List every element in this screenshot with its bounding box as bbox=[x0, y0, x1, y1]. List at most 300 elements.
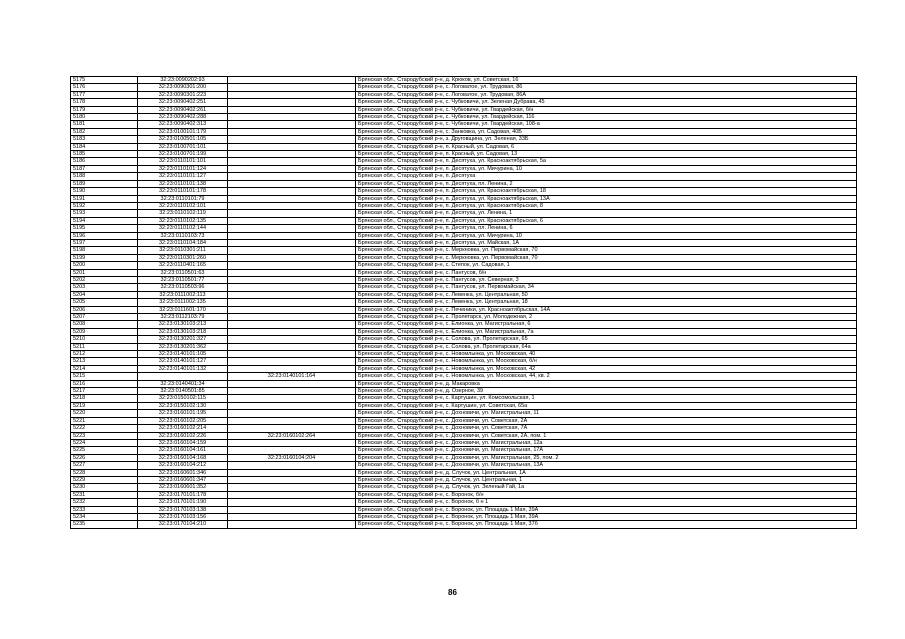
address-cell: Брянская обл., Стародубский р-н, с. Воронок, б/н bbox=[356, 491, 857, 498]
related-cadastral-number-cell bbox=[228, 336, 356, 343]
related-cadastral-number-cell bbox=[228, 291, 356, 298]
related-cadastral-number-cell bbox=[228, 306, 356, 313]
related-cadastral-number-cell bbox=[228, 491, 356, 498]
related-cadastral-number-cell bbox=[228, 106, 356, 113]
related-cadastral-number-cell bbox=[228, 99, 356, 106]
address-cell: Брянская обл., Стародубский р-н, с. Новомлынка, ул. Московская, 40 bbox=[356, 351, 857, 358]
cadastral-number-cell: 32:23:0110101:178 bbox=[138, 188, 228, 195]
cadastral-number-cell: 32:23:0160601:352 bbox=[138, 484, 228, 491]
row-number-cell: 5224 bbox=[71, 439, 138, 446]
cadastral-number-cell: 32:23:0110102:101 bbox=[138, 202, 228, 209]
cadastral-number-cell: 32:23:0110301:211 bbox=[138, 247, 228, 254]
table-row bbox=[71, 365, 857, 372]
address-cell: Брянская обл., Стародубский р-н, с. Пантусов, б/н bbox=[356, 269, 857, 276]
row-number-cell: 5208 bbox=[71, 321, 138, 328]
cadastral-number-cell: 32:23:0111002:113 bbox=[138, 291, 228, 298]
cadastral-number-cell: 32:23:0090402:288 bbox=[138, 114, 228, 121]
related-cadastral-number-cell bbox=[228, 484, 356, 491]
cadastral-number-cell: 32:23:0090301:223 bbox=[138, 91, 228, 98]
row-number-cell: 5182 bbox=[71, 128, 138, 135]
cadastral-number-cell: 32:23:0160104:159 bbox=[138, 439, 228, 446]
cadastral-number-cell: 32:23:0160102:214 bbox=[138, 425, 228, 432]
row-number-cell: 5234 bbox=[71, 513, 138, 520]
cadastral-number-cell: 32:23:0100701:199 bbox=[138, 151, 228, 158]
row-number-cell: 5202 bbox=[71, 276, 138, 283]
table-row bbox=[71, 328, 857, 335]
address-cell: Брянская обл., Стародубский р-н, с. Новомлынка, ул. Московская, 42 bbox=[356, 365, 857, 372]
table-row bbox=[71, 321, 857, 328]
row-number-cell: 5185 bbox=[71, 151, 138, 158]
address-cell: Брянская обл., Стародубский р-н, с. Елионка, ул. Магистральная, 7а bbox=[356, 328, 857, 335]
address-cell: Брянская обл., Стародубский р-н, п. Десятуха, ул. Красноактябрьская, 8 bbox=[356, 202, 857, 209]
row-number-cell: 5177 bbox=[71, 91, 138, 98]
related-cadastral-number-cell: 32:23:0160104:204 bbox=[228, 454, 356, 461]
related-cadastral-number-cell bbox=[228, 425, 356, 432]
cadastral-number-cell: 32:23:0110102:119 bbox=[138, 210, 228, 217]
cadastral-number-cell: 32:23:0110301:260 bbox=[138, 254, 228, 261]
address-cell: Брянская обл., Стародубский р-н, с. Новомлынка, ул. Московская, б/н bbox=[356, 358, 857, 365]
row-number-cell: 5232 bbox=[71, 499, 138, 506]
related-cadastral-number-cell bbox=[228, 232, 356, 239]
related-cadastral-number-cell bbox=[228, 358, 356, 365]
row-number-cell: 5221 bbox=[71, 417, 138, 424]
row-number-cell: 5206 bbox=[71, 306, 138, 313]
related-cadastral-number-cell bbox=[228, 388, 356, 395]
cadastral-number-cell: 32:23:0170103:156 bbox=[138, 513, 228, 520]
cadastral-number-cell: 32:23:0110104:184 bbox=[138, 239, 228, 246]
row-number-cell: 5196 bbox=[71, 232, 138, 239]
address-cell: Брянская обл., Стародубский р-н, с. Дохновичи, ул. Магистральная, 13А bbox=[356, 462, 857, 469]
row-number-cell: 5192 bbox=[71, 202, 138, 209]
address-cell: Брянская обл., Стародубский р-н, д. Случок, ул. Центральная, 1 bbox=[356, 476, 857, 483]
table-row bbox=[71, 388, 857, 395]
table-row bbox=[71, 121, 857, 128]
address-cell: Брянская обл., Стародубский р-н, с. Дохновичи, ул. Советская, 7А bbox=[356, 425, 857, 432]
cadastral-number-cell: 32:23:0100101:179 bbox=[138, 128, 228, 135]
row-number-cell: 5217 bbox=[71, 388, 138, 395]
address-cell: Брянская обл., Стародубский р-н, з. Друговщина, ул. Зеленая, 33Б bbox=[356, 136, 857, 143]
address-cell: Брянская обл., Стародубский р-н, д. Озерное, 39 bbox=[356, 388, 857, 395]
cadastral-number-cell: 32:23:0160601:346 bbox=[138, 469, 228, 476]
cadastral-number-cell: 32:23:0160102:205 bbox=[138, 417, 228, 424]
row-number-cell: 5211 bbox=[71, 343, 138, 350]
row-number-cell: 5230 bbox=[71, 484, 138, 491]
related-cadastral-number-cell bbox=[228, 180, 356, 187]
cadastral-number-cell: 32:23:0110101:101 bbox=[138, 158, 228, 165]
cadastral-number-cell: 32:23:0110501:77 bbox=[138, 276, 228, 283]
address-cell: Брянская обл., Стародубский р-н, с. Пролетарск, ул. Молодежная, 2 bbox=[356, 314, 857, 321]
table-row bbox=[71, 425, 857, 432]
table-row bbox=[71, 484, 857, 491]
related-cadastral-number-cell bbox=[228, 136, 356, 143]
table-row bbox=[71, 380, 857, 387]
related-cadastral-number-cell bbox=[228, 447, 356, 454]
row-number-cell: 5207 bbox=[71, 314, 138, 321]
cadastral-number-cell: 32:23:0170104:210 bbox=[138, 521, 228, 528]
row-number-cell: 5214 bbox=[71, 365, 138, 372]
address-cell: Брянская обл., Стародубский р-н, с. Степок, ул. Садовая, 1 bbox=[356, 262, 857, 269]
cadastral-number-cell: 32:23:0140501:85 bbox=[138, 388, 228, 395]
address-cell: Брянская обл., Стародубский р-н, с. Дохновичи, ул. Советская, 2А bbox=[356, 417, 857, 424]
table-row bbox=[71, 180, 857, 187]
registry-table-body bbox=[71, 77, 857, 529]
address-cell: Брянская обл., Стародубский р-н, с. Печеники, ул. Красноактябрьская, 14А bbox=[356, 306, 857, 313]
related-cadastral-number-cell bbox=[228, 202, 356, 209]
cadastral-number-cell: 32:23:0140101:105 bbox=[138, 351, 228, 358]
row-number-cell: 5204 bbox=[71, 291, 138, 298]
cadastral-number-cell: 32:23:0110503:96 bbox=[138, 284, 228, 291]
cadastral-number-cell: 32:23:0170101:190 bbox=[138, 499, 228, 506]
related-cadastral-number-cell bbox=[228, 128, 356, 135]
row-number-cell: 5220 bbox=[71, 410, 138, 417]
table-row bbox=[71, 432, 857, 439]
address-cell: Брянская обл., Стародубский р-н, с. Меркновка, ул. Первомайская, 70 bbox=[356, 254, 857, 261]
related-cadastral-number-cell bbox=[228, 417, 356, 424]
cadastral-number-cell: 32:23:0130103:213 bbox=[138, 321, 228, 328]
related-cadastral-number-cell bbox=[228, 239, 356, 246]
cadastral-number-cell: 32:23:0130103:218 bbox=[138, 328, 228, 335]
table-row bbox=[71, 506, 857, 513]
row-number-cell: 5199 bbox=[71, 254, 138, 261]
row-number-cell: 5201 bbox=[71, 269, 138, 276]
table-row bbox=[71, 358, 857, 365]
address-cell: Брянская обл., Стародубский р-н, с. Воронок, б н 1 bbox=[356, 499, 857, 506]
cadastral-number-cell: 32:23:0150102:130 bbox=[138, 402, 228, 409]
address-cell: Брянская обл., Стародубский р-н, д. Случок, ул. Зеленый Гай, 1а bbox=[356, 484, 857, 491]
address-cell: Брянская обл., Стародубский р-н, с. Солова, ул. Пролетарская, 65 bbox=[356, 336, 857, 343]
related-cadastral-number-cell bbox=[228, 77, 356, 84]
table-row bbox=[71, 269, 857, 276]
table-row bbox=[71, 254, 857, 261]
related-cadastral-number-cell bbox=[228, 262, 356, 269]
address-cell: Брянская обл., Стародубский р-н, с. Картушин, ул. Советская, 65а bbox=[356, 402, 857, 409]
related-cadastral-number-cell: 32:23:0140101:164 bbox=[228, 373, 356, 380]
cadastral-number-cell: 32:23:0090402:313 bbox=[138, 121, 228, 128]
row-number-cell: 5216 bbox=[71, 380, 138, 387]
cadastral-number-cell: 32:23:0100501:105 bbox=[138, 136, 228, 143]
row-number-cell: 5195 bbox=[71, 225, 138, 232]
address-cell: Брянская обл., Стародубский р-н, п. Десятуха, ул. Ленина, 1 bbox=[356, 210, 857, 217]
table-row bbox=[71, 373, 857, 380]
table-row bbox=[71, 454, 857, 461]
address-cell: Брянская обл., Стародубский р-н, с. Логоватое, ул. Трудовая, 86 bbox=[356, 84, 857, 91]
table-row bbox=[71, 84, 857, 91]
row-number-cell: 5179 bbox=[71, 106, 138, 113]
cadastral-number-cell: 32:23:0160101:195 bbox=[138, 410, 228, 417]
related-cadastral-number-cell bbox=[228, 321, 356, 328]
related-cadastral-number-cell bbox=[228, 402, 356, 409]
row-number-cell: 5178 bbox=[71, 99, 138, 106]
row-number-cell: 5223 bbox=[71, 432, 138, 439]
row-number-cell: 5205 bbox=[71, 299, 138, 306]
related-cadastral-number-cell bbox=[228, 284, 356, 291]
address-cell: Брянская обл., Стародубский р-н, с. Левенка, ул. Центральная, 18 bbox=[356, 299, 857, 306]
cadastral-number-cell: 32:23:0160102:226 bbox=[138, 432, 228, 439]
table-row bbox=[71, 247, 857, 254]
cadastral-number-cell: 32:23:0160104:168 bbox=[138, 454, 228, 461]
cadastral-number-cell: 32:23:0160601:347 bbox=[138, 476, 228, 483]
related-cadastral-number-cell bbox=[228, 462, 356, 469]
address-cell: Брянская обл., Стародубский р-н, с. Чубковичи, ул. Гвардейская, 108-а bbox=[356, 121, 857, 128]
row-number-cell: 5229 bbox=[71, 476, 138, 483]
table-row bbox=[71, 343, 857, 350]
row-number-cell: 5215 bbox=[71, 373, 138, 380]
table-row bbox=[71, 225, 857, 232]
table-row bbox=[71, 513, 857, 520]
table-row bbox=[71, 476, 857, 483]
row-number-cell: 5187 bbox=[71, 165, 138, 172]
address-cell: Брянская обл., Стародубский р-н, д. Макаровка bbox=[356, 380, 857, 387]
row-number-cell: 5198 bbox=[71, 247, 138, 254]
cadastral-number-cell: 32:23:0110401:165 bbox=[138, 262, 228, 269]
address-cell: Брянская обл., Стародубский р-н, п. Десятуха, ул. Красноактябрьская, 6 bbox=[356, 217, 857, 224]
row-number-cell: 5203 bbox=[71, 284, 138, 291]
cadastral-number-cell: 32:23:0130201:362 bbox=[138, 343, 228, 350]
row-number-cell: 5212 bbox=[71, 351, 138, 358]
cadastral-number-cell: 32:23:0170101:178 bbox=[138, 491, 228, 498]
address-cell: Брянская обл., Стародубский р-н, с. Воронок, ул. Площадь 1 Мая, 37б bbox=[356, 521, 857, 528]
related-cadastral-number-cell bbox=[228, 269, 356, 276]
table-row bbox=[71, 276, 857, 283]
row-number-cell: 5228 bbox=[71, 469, 138, 476]
related-cadastral-number-cell bbox=[228, 217, 356, 224]
table-row bbox=[71, 232, 857, 239]
related-cadastral-number-cell bbox=[228, 365, 356, 372]
table-row bbox=[71, 188, 857, 195]
related-cadastral-number-cell bbox=[228, 143, 356, 150]
related-cadastral-number-cell bbox=[228, 476, 356, 483]
row-number-cell: 5183 bbox=[71, 136, 138, 143]
related-cadastral-number-cell bbox=[228, 521, 356, 528]
address-cell: Брянская обл., Стародубский р-н, с. Воронок, ул. Площадь 1 Мая, 39А bbox=[356, 513, 857, 520]
cadastral-number-cell bbox=[138, 373, 228, 380]
address-cell: Брянская обл., Стародубский р-н, п. Красный, ул. Садовая, 6 bbox=[356, 143, 857, 150]
related-cadastral-number-cell: 32:23:0160102:264 bbox=[228, 432, 356, 439]
related-cadastral-number-cell bbox=[228, 410, 356, 417]
table-row bbox=[71, 128, 857, 135]
table-row bbox=[71, 77, 857, 84]
row-number-cell: 5181 bbox=[71, 121, 138, 128]
cadastral-number-cell: 32:23:0090301:200 bbox=[138, 84, 228, 91]
cadastral-number-cell: 32:23:0110102:135 bbox=[138, 217, 228, 224]
address-cell: Брянская обл., Стародубский р-н, с. Пантусов, ул. Северная, 3 bbox=[356, 276, 857, 283]
related-cadastral-number-cell bbox=[228, 173, 356, 180]
row-number-cell: 5190 bbox=[71, 188, 138, 195]
row-number-cell: 5193 bbox=[71, 210, 138, 217]
row-number-cell: 5180 bbox=[71, 114, 138, 121]
related-cadastral-number-cell bbox=[228, 247, 356, 254]
table-row bbox=[71, 114, 857, 121]
cadastral-number-cell: 32:23:0090202:93 bbox=[138, 77, 228, 84]
table-row bbox=[71, 99, 857, 106]
cadastral-number-cell: 32:23:0130201:327 bbox=[138, 336, 228, 343]
related-cadastral-number-cell bbox=[228, 254, 356, 261]
cadastral-number-cell: 32:23:0110101:124 bbox=[138, 165, 228, 172]
address-cell: Брянская обл., Стародубский р-н, п. Десятуха bbox=[356, 173, 857, 180]
row-number-cell: 5176 bbox=[71, 84, 138, 91]
row-number-cell: 5209 bbox=[71, 328, 138, 335]
row-number-cell: 5186 bbox=[71, 158, 138, 165]
cadastral-number-cell: 32:23:0170103:138 bbox=[138, 506, 228, 513]
registry-table bbox=[70, 76, 857, 529]
related-cadastral-number-cell bbox=[228, 165, 356, 172]
table-row bbox=[71, 217, 857, 224]
table-row bbox=[71, 158, 857, 165]
address-cell: Брянская обл., Стародубский р-н, д. Случок, ул. Центральная, 1А bbox=[356, 469, 857, 476]
address-cell: Брянская обл., Стародубский р-н, с. Воронок, ул. Площадь 1 Мая, 39А bbox=[356, 506, 857, 513]
address-cell: Брянская обл., Стародубский р-н, с. Чубковичи, ул. Зеленая Дубрава, 45 bbox=[356, 99, 857, 106]
related-cadastral-number-cell bbox=[228, 158, 356, 165]
address-cell: Брянская обл., Стародубский р-н, с. Дохновичи, ул. Магистральная, 25, пом. 2 bbox=[356, 454, 857, 461]
address-cell: Брянская обл., Стародубский р-н, с. Левенка, ул. Центральная, 50 bbox=[356, 291, 857, 298]
table-row bbox=[71, 106, 857, 113]
address-cell: Брянская обл., Стародубский р-н, с. Дохновичи, ул. Магистральная, 12а bbox=[356, 439, 857, 446]
table-row bbox=[71, 91, 857, 98]
related-cadastral-number-cell bbox=[228, 351, 356, 358]
cadastral-number-cell: 32:23:0112103:79 bbox=[138, 314, 228, 321]
address-cell: Брянская обл., Стародубский р-н, с. Чубковичи, ул. Гвардейская, 116 bbox=[356, 114, 857, 121]
cadastral-number-cell: 32:23:0160104:212 bbox=[138, 462, 228, 469]
address-cell: Брянская обл., Стародубский р-н, с. Дохновичи, ул. Магистральная, 11 bbox=[356, 410, 857, 417]
table-row bbox=[71, 306, 857, 313]
cadastral-number-cell: 32:23:0100701:101 bbox=[138, 143, 228, 150]
table-row bbox=[71, 469, 857, 476]
row-number-cell: 5200 bbox=[71, 262, 138, 269]
page-number: 86 bbox=[448, 588, 457, 597]
row-number-cell: 5227 bbox=[71, 462, 138, 469]
address-cell: Брянская обл., Стародубский р-н, п. Красный, ул. Садовая, 13 bbox=[356, 151, 857, 158]
row-number-cell: 5175 bbox=[71, 77, 138, 84]
table-row bbox=[71, 151, 857, 158]
table-row bbox=[71, 210, 857, 217]
table-row bbox=[71, 491, 857, 498]
table-row bbox=[71, 499, 857, 506]
address-cell: Брянская обл., Стародубский р-н, п. Десятуха, ул. Мичурина, 10 bbox=[356, 232, 857, 239]
table-row bbox=[71, 136, 857, 143]
table-row bbox=[71, 239, 857, 246]
address-cell: Брянская обл., Стародубский р-н, с. Солова, ул. Пролетарская, 64а bbox=[356, 343, 857, 350]
row-number-cell: 5189 bbox=[71, 180, 138, 187]
row-number-cell: 5197 bbox=[71, 239, 138, 246]
related-cadastral-number-cell bbox=[228, 151, 356, 158]
related-cadastral-number-cell bbox=[228, 506, 356, 513]
related-cadastral-number-cell bbox=[228, 210, 356, 217]
address-cell: Брянская обл., Стародубский р-н, с. Пантусов, ул. Первомайская, 34 bbox=[356, 284, 857, 291]
cadastral-number-cell: 32:23:0110101:138 bbox=[138, 180, 228, 187]
table-row bbox=[71, 410, 857, 417]
table-row bbox=[71, 165, 857, 172]
related-cadastral-number-cell bbox=[228, 188, 356, 195]
row-number-cell: 5213 bbox=[71, 358, 138, 365]
cadastral-number-cell: 32:23:0110101:79 bbox=[138, 195, 228, 202]
address-cell: Брянская обл., Стародубский р-н, п. Десятуха, ул. Майская, 1А bbox=[356, 239, 857, 246]
row-number-cell: 5210 bbox=[71, 336, 138, 343]
row-number-cell: 5233 bbox=[71, 506, 138, 513]
related-cadastral-number-cell bbox=[228, 328, 356, 335]
cadastral-number-cell: 32:23:0090402:261 bbox=[138, 106, 228, 113]
related-cadastral-number-cell bbox=[228, 513, 356, 520]
address-cell: Брянская обл., Стародубский р-н, с. Занковка, ул. Садовая, 40Б bbox=[356, 128, 857, 135]
cadastral-number-cell: 32:23:0160104:161 bbox=[138, 447, 228, 454]
address-cell: Брянская обл., Стародубский р-н, п. Десятуха, ул. Красноактябрьская, 13А bbox=[356, 195, 857, 202]
address-cell: Брянская обл., Стародубский р-н, с. Картушин, ул. Комсомольская, 1 bbox=[356, 395, 857, 402]
address-cell: Брянская обл., Стародубский р-н, п. Десятуха, ул. Красноактябрьская, 5а bbox=[356, 158, 857, 165]
address-cell: Брянская обл., Стародубский р-н, с. Чубковичи, ул. Гвардейская, б/н bbox=[356, 106, 857, 113]
cadastral-number-cell: 32:23:0110102:144 bbox=[138, 225, 228, 232]
address-cell: Брянская обл., Стародубский р-н, с. Логоватое, ул. Трудовая, 86А bbox=[356, 91, 857, 98]
row-number-cell: 5222 bbox=[71, 425, 138, 432]
row-number-cell: 5235 bbox=[71, 521, 138, 528]
address-cell: Брянская обл., Стародубский р-н, п. Десятуха, ул. Мичурина, 10 bbox=[356, 165, 857, 172]
table-row bbox=[71, 462, 857, 469]
cadastral-number-cell: 32:23:0110103:73 bbox=[138, 232, 228, 239]
table-row bbox=[71, 173, 857, 180]
row-number-cell: 5231 bbox=[71, 491, 138, 498]
related-cadastral-number-cell bbox=[228, 469, 356, 476]
address-cell: Брянская обл., Стародубский р-н, с. Новомлынка, ул. Московская, 44, кв. 2 bbox=[356, 373, 857, 380]
address-cell: Брянская обл., Стародубский р-н, д. Крюков, ул. Советская, 16 bbox=[356, 77, 857, 84]
related-cadastral-number-cell bbox=[228, 276, 356, 283]
table-row bbox=[71, 299, 857, 306]
related-cadastral-number-cell bbox=[228, 299, 356, 306]
cadastral-number-cell: 32:23:0150102:115 bbox=[138, 395, 228, 402]
table-row bbox=[71, 417, 857, 424]
table-row bbox=[71, 143, 857, 150]
row-number-cell: 5191 bbox=[71, 195, 138, 202]
table-row bbox=[71, 439, 857, 446]
row-number-cell: 5194 bbox=[71, 217, 138, 224]
row-number-cell: 5225 bbox=[71, 447, 138, 454]
related-cadastral-number-cell bbox=[228, 395, 356, 402]
related-cadastral-number-cell bbox=[228, 499, 356, 506]
related-cadastral-number-cell bbox=[228, 114, 356, 121]
cadastral-number-cell: 32:23:0140101:127 bbox=[138, 358, 228, 365]
table-row bbox=[71, 402, 857, 409]
table-row bbox=[71, 314, 857, 321]
related-cadastral-number-cell bbox=[228, 439, 356, 446]
row-number-cell: 5218 bbox=[71, 395, 138, 402]
table-row bbox=[71, 291, 857, 298]
table-row bbox=[71, 202, 857, 209]
related-cadastral-number-cell bbox=[228, 84, 356, 91]
related-cadastral-number-cell bbox=[228, 343, 356, 350]
address-cell: Брянская обл., Стародубский р-н, с. Меркновка, ул. Первомайская, 70 bbox=[356, 247, 857, 254]
cadastral-number-cell: 32:23:0140401:34 bbox=[138, 380, 228, 387]
address-cell: Брянская обл., Стародубский р-н, с. Дохновичи, ул. Советская, 2А, пом. 1 bbox=[356, 432, 857, 439]
table-row bbox=[71, 521, 857, 528]
cadastral-number-cell: 32:23:0111601:170 bbox=[138, 306, 228, 313]
cadastral-number-cell: 32:23:0090402:251 bbox=[138, 99, 228, 106]
related-cadastral-number-cell bbox=[228, 380, 356, 387]
row-number-cell: 5226 bbox=[71, 454, 138, 461]
related-cadastral-number-cell bbox=[228, 195, 356, 202]
table-row bbox=[71, 195, 857, 202]
address-cell: Брянская обл., Стародубский р-н, с. Дохновичи, ул. Магистральная, 17А bbox=[356, 447, 857, 454]
row-number-cell: 5219 bbox=[71, 402, 138, 409]
table-row bbox=[71, 262, 857, 269]
related-cadastral-number-cell bbox=[228, 225, 356, 232]
row-number-cell: 5188 bbox=[71, 173, 138, 180]
related-cadastral-number-cell bbox=[228, 314, 356, 321]
table-row bbox=[71, 284, 857, 291]
row-number-cell: 5184 bbox=[71, 143, 138, 150]
table-row bbox=[71, 395, 857, 402]
address-cell: Брянская обл., Стародубский р-н, п. Десятуха, пл. Ленина, 2 bbox=[356, 180, 857, 187]
cadastral-number-cell: 32:23:0111002:135 bbox=[138, 299, 228, 306]
address-cell: Брянская обл., Стародубский р-н, п. Десятуха, пл. Ленина, 6 bbox=[356, 225, 857, 232]
table-row bbox=[71, 351, 857, 358]
cadastral-number-cell: 32:23:0110101:127 bbox=[138, 173, 228, 180]
